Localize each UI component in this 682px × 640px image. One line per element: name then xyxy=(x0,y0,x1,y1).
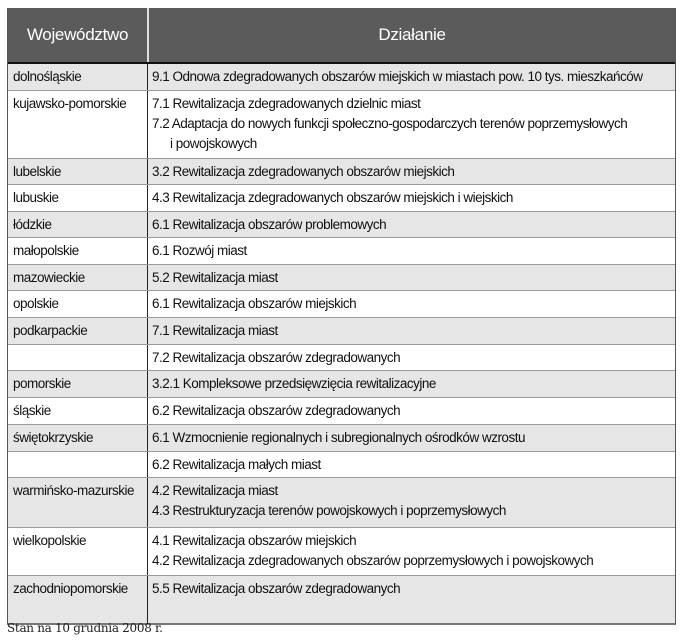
table-row xyxy=(8,64,675,91)
table-row xyxy=(8,91,675,159)
table-row xyxy=(8,398,675,425)
table-row xyxy=(8,452,675,478)
region-cell: wielkopolskie xyxy=(8,528,148,575)
action-cell xyxy=(148,291,675,317)
action-line: 6.1 Rozwój miast xyxy=(152,243,247,258)
table-row xyxy=(8,265,675,291)
action-line: 5.2 Rewitalizacja miast xyxy=(152,270,278,285)
region-cell: pomorskie xyxy=(8,371,148,397)
region-cell: podkarpackie xyxy=(8,318,148,344)
action-line: 7.2 Adaptacja do nowych funkcji społeczno-gospodarczych terenów poprzemysłowych xyxy=(152,116,628,131)
action-line: 6.1 Wzmocnienie regionalnych i subregionalnych ośrodków wzrostu xyxy=(152,430,525,445)
regional-actions-table xyxy=(7,8,676,625)
table-row xyxy=(8,212,675,238)
action-cell xyxy=(148,452,675,477)
table-row xyxy=(8,185,675,212)
action-line: 5.5 Rewitalizacja obszarów zdegradowanych xyxy=(152,581,401,596)
action-cell xyxy=(148,159,675,184)
table-row xyxy=(8,291,675,318)
action-line: 6.1 Rewitalizacja obszarów problemowych xyxy=(152,217,387,232)
table-row xyxy=(8,159,675,185)
header-region: Województwo xyxy=(8,8,149,62)
action-cell xyxy=(148,528,675,575)
table-row xyxy=(8,345,675,371)
action-line: 6.1 Rewitalizacja obszarów miejskich xyxy=(152,296,357,311)
footnote: Stan na 10 grudnia 2008 r. xyxy=(7,621,163,635)
action-line: 4.2 Rewitalizacja miast xyxy=(152,483,278,498)
region-cell: warmińsko-mazurskie xyxy=(8,478,148,527)
action-cell xyxy=(148,576,675,623)
region-cell: łódzkie xyxy=(8,212,148,237)
region-cell: kujawsko-pomorskie xyxy=(8,91,148,158)
action-cell xyxy=(148,398,675,424)
action-cell xyxy=(148,425,675,451)
action-line: 6.2 Rewitalizacja obszarów zdegradowanych xyxy=(152,403,401,418)
table-row xyxy=(8,528,675,576)
action-line: 6.2 Rewitalizacja małych miast xyxy=(152,457,321,472)
action-line: 3.2.1 Kompleksowe przedsięwzięcia rewitalizacyjne xyxy=(152,376,436,391)
table-row xyxy=(8,238,675,265)
header-action: Działanie xyxy=(378,25,446,44)
region-cell: mazowieckie xyxy=(8,265,148,290)
region-cell: świętokrzyskie xyxy=(8,425,148,451)
action-cell xyxy=(148,478,675,527)
action-line: 4.2 Rewitalizacja zdegradowanych obszarów poprzemysłowych i powojskowych xyxy=(152,553,594,568)
action-line: i powojskowych xyxy=(170,136,257,151)
action-line: 3.2 Rewitalizacja zdegradowanych obszarów miejskich xyxy=(152,164,455,179)
action-cell xyxy=(148,64,675,90)
region-cell: lubelskie xyxy=(8,159,148,184)
action-cell xyxy=(148,371,675,397)
action-cell xyxy=(148,345,675,370)
action-cell xyxy=(148,185,675,211)
table-row xyxy=(8,318,675,345)
action-cell xyxy=(148,91,675,158)
action-cell xyxy=(148,238,675,264)
region-cell xyxy=(8,345,148,370)
action-line: 4.1 Rewitalizacja obszarów miejskich xyxy=(152,533,357,548)
region-cell: śląskie xyxy=(8,398,148,424)
action-line: 9.1 Odnowa zdegradowanych obszarów miejskich w miastach pow. 10 tys. mieszkańców xyxy=(152,69,643,84)
table-header xyxy=(8,8,675,64)
action-line: 7.2 Rewitalizacja obszarów zdegradowanych xyxy=(152,350,401,365)
region-cell: lubuskie xyxy=(8,185,148,211)
region-cell: dolnośląskie xyxy=(8,64,148,90)
region-cell: opolskie xyxy=(8,291,148,317)
table-row xyxy=(8,425,675,452)
action-cell xyxy=(148,265,675,290)
table-row xyxy=(8,576,675,623)
action-line: 4.3 Restrukturyzacja terenów powojskowych i poprzemysłowych xyxy=(152,503,506,518)
action-line: 7.1 Rewitalizacja zdegradowanych dzielnic miast xyxy=(152,96,421,111)
action-line: 7.1 Rewitalizacja miast xyxy=(152,323,278,338)
action-cell xyxy=(148,212,675,237)
action-cell xyxy=(148,318,675,344)
region-cell: małopolskie xyxy=(8,238,148,264)
table-body xyxy=(8,64,675,623)
region-cell: zachodniopomorskie xyxy=(8,576,148,623)
table-row xyxy=(8,371,675,398)
table-row xyxy=(8,478,675,528)
region-cell xyxy=(8,452,148,477)
action-line: 4.3 Rewitalizacja zdegradowanych obszarów miejskich i wiejskich xyxy=(152,190,513,205)
